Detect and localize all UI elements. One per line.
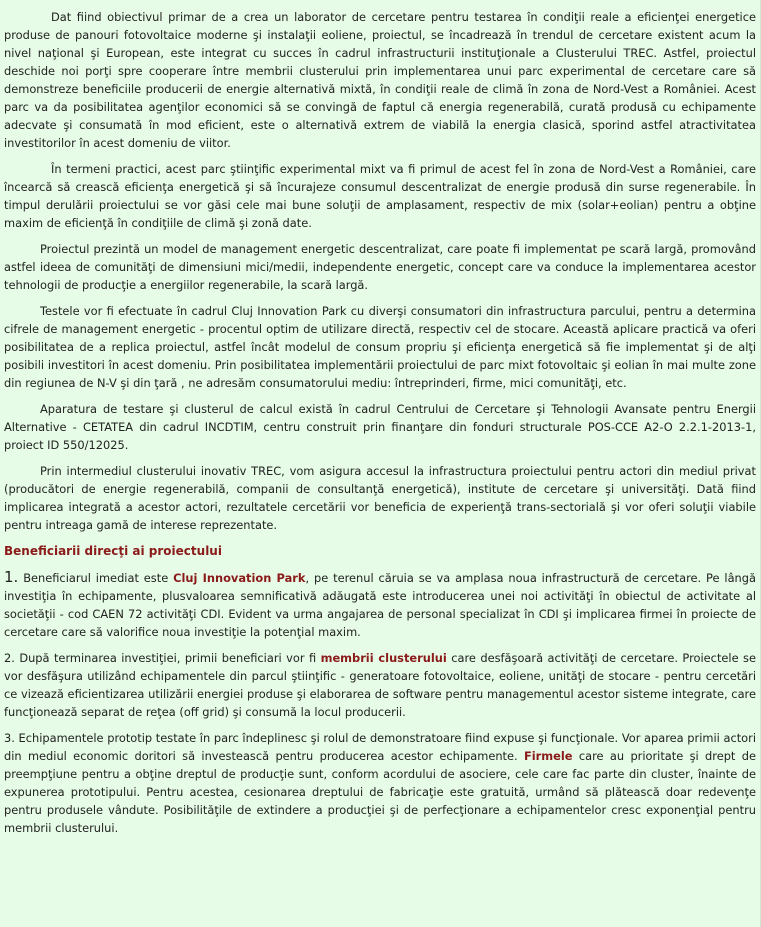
section-heading-beneficiaries: Beneficiarii direcţi ai proiectului [4,544,222,558]
beneficiary-text: , pe terenul căruia se va amplasa noua infrastructură de cercetare. Pe lângă investiţia în echipamente, plusvaloarea semnificativă adăugată este introducerea unei noi activităţi în obiectul de activitate al societăţii - cod CAEN 72 activităţi CDI. Evident va urma angajarea de personal specializat în CDI şi implicarea firmei în proiecte de cercetare care să valorifice noua investiţie la potenţial maxim. [4,571,756,639]
paragraph-practical-terms: În termeni practici, acest parc ştiinţific experimental mixt va fi primul de acest fel în zona de Nord-Vest a României, care încearcă să crească eficienţa energetică şi să încurajeze consumul descentralizat de energie produsă din surse regenerabile. În timpul derulării proiectului se vor găsi cele mai bune soluţii de amplasament, respectiv de mix (solar+eolian) pentru a obţine maxim de eficienţă în condiţiile de climă şi zonă date. [4,162,756,230]
beneficiary-text: Beneficiarul imediat este [18,571,174,585]
beneficiary-text: care desfăşoară activităţi de cercetare. Proiectele se vor desfăşura utilizând echipamentele din parcul ştiinţific - generatoare fotovoltaice, eoliene, unităţi de stocare - pentru cercetări ce vizează eficientizarea utilizării energiei produse şi elaborarea de software pentru managementul acestor sisteme integrate, care funcţionează separat de reţea (off grid) şi consumă la locul producerii. [4,651,756,719]
beneficiary-text: 2. După terminarea investiţiei, primii beneficiari vor fi [4,651,321,665]
beneficiary-highlight: membrii clusterului [320,651,447,665]
beneficiary-item-2 [4,649,756,721]
paragraph-objective: Dat fiind obiectivul primar de a crea un laborator de cercetare pentru testarea în condiţii reale a eficienţei energetice produse de panouri fotovoltaice moderne şi instalaţii eoliene, proiectul, se încadrează în trendul de cercetare existent acum la nivel naţional şi European, este integrat cu succes în cadrul infrastructurii instituţionale a Clusterului TREC. Astfel, proiectul deschide noi porţi spre cooperare între membrii clusterului prin implementarea unui parc experimental de cercetare care să demonstreze beneficiile producerii de energie alternativă mixtă, în condiţii reale de climă în zona de Nord-Vest a României. Acest parc va da posibilitatea agenţilor economici să se convingă de faptul că energia regenerabilă, curată produsă cu echipamente adecvate şi consumată în mod eficient, este o alternativă extrem de viabilă la energia clasică, sporind astfel atractivitatea investitorilor în acest domeniu de viitor. [4,10,756,150]
paragraph-management-model: Proiectul prezintă un model de management energetic descentralizat, care poate fi implementat pe scară largă, promovând astfel ideea de comunităţi de dimensiuni mici/medii, independente energetic, concept care va conduce la implementarea acestor tehnologii de producţie a energiilor regenerabile, la scară largă. [4,242,756,292]
beneficiary-number: 1. [4,568,19,586]
beneficiary-item-1 [4,568,756,641]
paragraph-tests: Testele vor fi efectuate în cadrul Cluj Innovation Park cu diverşi consumatori din infrastructura parcului, pentru a determina cifrele de management energetic - procentul optim de utilizare directă, respectiv cel de stocare. Această aplicare practică va oferi posibilitatea de a replica proiectul, astfel încât modelul de consum propriu şi eficienţa energetică să fie implementat şi de alţi posibili investitori în acest domeniu. Prin posibilitatea implementării proiectului de parc mixt fotovoltaic şi eolian în mai multe zone din regiunea de N-V şi din ţară , ne adresăm consumatorului mediu: întreprinderi, firme, mici comunităţi, etc. [4,304,756,390]
beneficiary-highlight: Firmele [524,749,573,763]
beneficiary-text: care au prioritate şi drept de preempţiune pentru a obţine dreptul de producţie sunt, conform acordului de asociere, cele care fac parte din cluster, înainte de expunerea prototipului. Pentru acestea, cesionarea dreptului de fabricaţie este gratuită, urmând să plătească doar redevenţe pentru produsele vândute. Posibilităţile de extindere a producţiei şi de perfecţionare a echipamentelor cresc exponenţial pentru membrii clusterului. [4,749,756,835]
paragraph-equipment: Aparatura de testare şi clusterul de calcul există în cadrul Centrului de Cercetare şi Tehnologii Avansate pentru Energii Alternative - CETATEA din cadrul INCDTIM, centru construit prin finanţare din fonduri structurale POS-CCE A2-O 2.2.1-2013-1, proiect ID 550/12025. [4,402,756,452]
beneficiary-highlight: Cluj Innovation Park [173,571,306,585]
beneficiary-item-3 [4,729,756,837]
paragraph-trec-cluster: Prin intermediul clusterului inovativ TREC, vom asigura accesul la infrastructura proiectului pentru actori din mediul privat (producători de energie regenerabilă, companii de consultanţă energetică), institute de cercetare şi universităţi. Dată fiind implicarea integrată a acestor actori, rezultatele cercetării vor beneficia de experienţă trans-sectorială şi vor oferi soluţii viabile pentru intreaga gamă de interese reprezentate. [4,464,756,532]
beneficiary-text: 3. Echipamentele prototip testate în parc îndeplinesc şi rolul de demonstratoare fiind expuse şi funcţionale. Vor aparea primii actori din mediul economic doritori să investească pentru producerea acestor echipamente. [4,731,756,763]
